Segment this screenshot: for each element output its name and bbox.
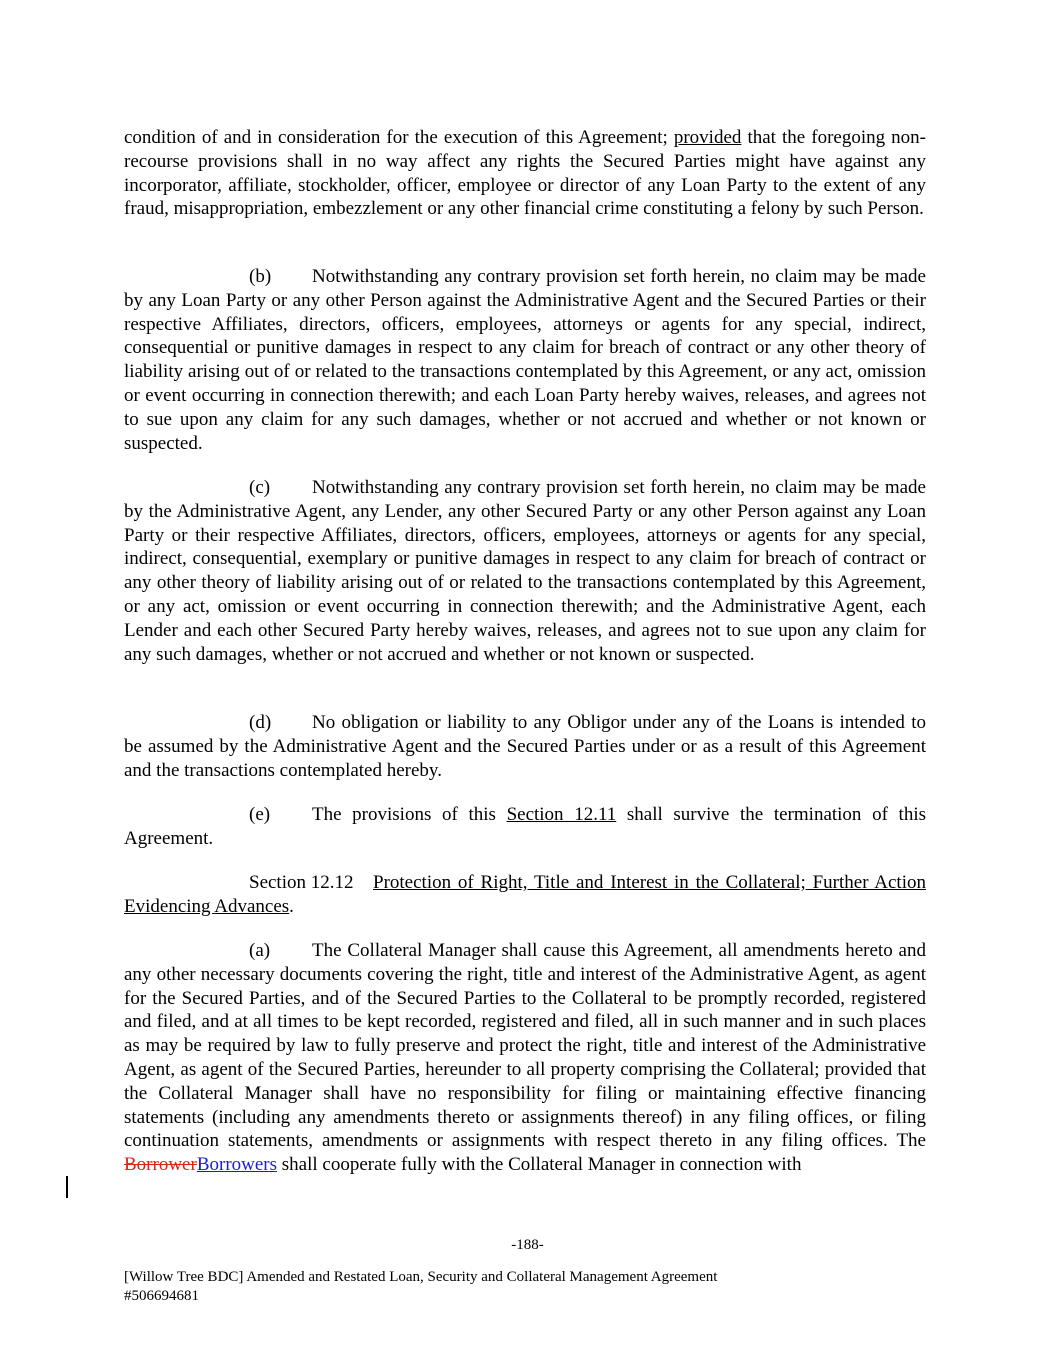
page-number: -188- <box>511 1237 544 1253</box>
paragraph-c-text: Notwithstanding any contrary provision set forth herein, no claim may be made by the Administrative Agent, any Lender, any other Secured Party or any other Person against any Loan Party or their respective Affiliates, directors, officers, employees, attorneys or agents for any special, indirect, consequential, exemplary or punitive damages in respect to any claim for breach of contract or any other theory of liability arising out of or related to the transactions contemplated by this Agreement, or any act, omission or event occurring in connection therewith; and the Administrative Agent, each Lender and each other Secured Party hereby waives, releases, and agrees not to sue upon any claim for any such damages, whether or not accrued and whether or not known or suspected. <box>124 477 926 665</box>
change-bar <box>66 1176 68 1198</box>
paragraph-e-text-2: shall survive the termination of this Agreement. <box>124 804 926 849</box>
paragraph-a-tail: shall cooperate fully with the Collateral Manager in connection with <box>277 1154 802 1176</box>
paragraph-d-label: (d) <box>249 712 272 733</box>
deleted-text: Borrower <box>124 1154 197 1176</box>
paragraph-intro <box>124 126 926 221</box>
footer <box>124 1268 717 1305</box>
section-number: Section 12.12 <box>249 872 354 893</box>
paragraph-e-text-1: The provisions of this <box>312 804 507 825</box>
intro-text-2: that the foregoing non-recourse provisions shall in no way affect any rights the Secured Parties might have against any incorporator, affiliate, stockholder, officer, employee or director of any Loan Party to the extent of any fraud, misappropriation, embezzlement or any other financial crime constituting a felony by such Person. <box>124 127 926 220</box>
section-title: Protection of Right, Title and Interest in the Collateral; Further Action Evidencing Advances <box>124 872 926 917</box>
footer-line-2: #506694681 <box>124 1287 199 1304</box>
section-title-period: . <box>289 895 294 917</box>
section-12-12-heading <box>124 871 926 919</box>
paragraph-c <box>124 476 926 666</box>
paragraph-a <box>124 939 926 1177</box>
footer-line-1: [Willow Tree BDC] Amended and Restated Loan, Security and Collateral Management Agreement <box>124 1269 718 1285</box>
paragraph-d <box>124 711 926 782</box>
paragraph-b-text: Notwithstanding any contrary provision set forth herein, no claim may be made by any Loan Party or any other Person against the Administrative Agent and the Secured Parties or their respective Affiliates, directors, officers, employees, attorneys or agents for any special, indirect, consequential or punitive damages in respect to any claim for breach of contract or any other theory of liability arising out of or related to the transactions contemplated by this Agreement, or any act, omission or event occurring in connection therewith; and each Loan Party hereby waives, releases, and agrees not to sue upon any claim for any such damages, whether or not accrued and whether or not known or suspected. <box>124 266 926 454</box>
paragraph-b-label: (b) <box>249 266 272 287</box>
paragraph-e-label: (e) <box>249 804 271 825</box>
paragraph-b <box>124 265 926 455</box>
paragraph-a-label: (a) <box>249 940 271 961</box>
section-12-11-reference: Section 12.11 <box>506 804 617 825</box>
inserted-text: Borrowers <box>196 1154 278 1176</box>
paragraph-a-text: The Collateral Manager shall cause this Agreement, all amendments hereto and any other necessary documents covering the right, title and interest of the Administrative Agent, as agent for the Secured Parties, and of the Secured Parties to the Collateral to be promptly recorded, registered and filed, and at all times to be kept recorded, registered and filed, all in such manner and in such places as may be required by law to fully preserve and protect the right, title and interest of the Administrative Agent, as agent of the Secured Parties, hereunder to all property comprising the Collateral; provided that the Collateral Manager shall have no responsibility for filing or maintaining effective financing statements (including any amendments thereto or assignments thereof) in any filing offices, or filing continuation statements, amendments or assignments with respect thereto in any filing offices. The <box>124 940 926 1152</box>
paragraph-c-label: (c) <box>249 477 271 498</box>
intro-text-1: condition of and in consideration for the execution of this Agreement; <box>124 127 674 148</box>
paragraph-d-text: No obligation or liability to any Obligor under any of the Loans is intended to be assumed by the Administrative Agent and the Secured Parties under or as a result of this Agreement and the transactions contemplated hereby. <box>124 712 926 781</box>
intro-provided: provided <box>673 127 742 148</box>
paragraph-e <box>124 803 926 851</box>
